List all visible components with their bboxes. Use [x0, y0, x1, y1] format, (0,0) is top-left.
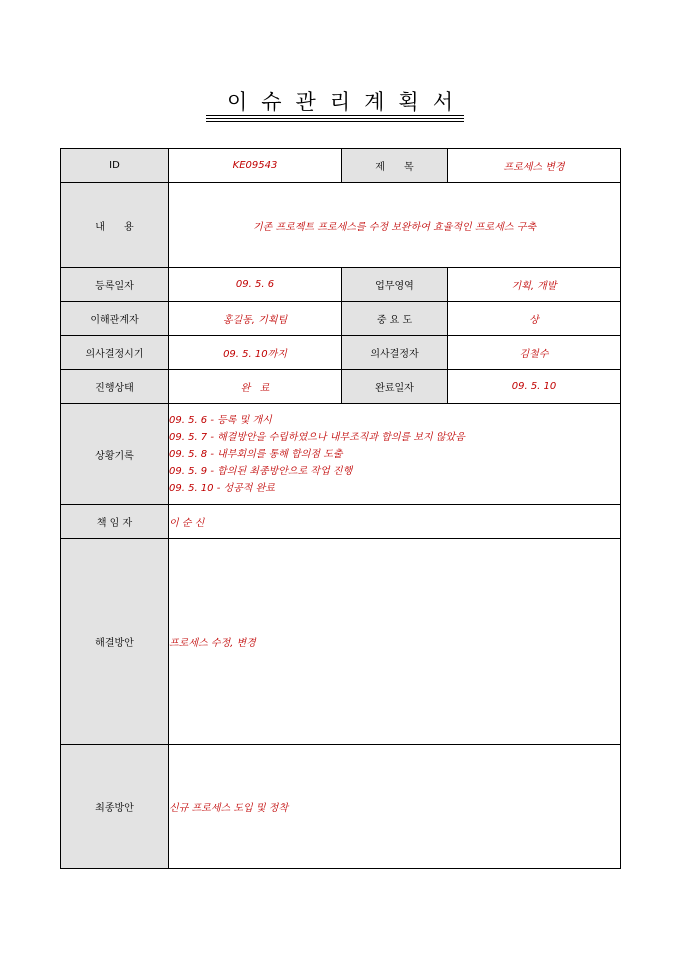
title-underline — [206, 115, 464, 116]
row-progress — [61, 370, 621, 404]
label-importance: 중 요 도 — [342, 302, 448, 336]
value-status-log — [169, 404, 621, 505]
value-stakeholders: 홍길동, 기획팀 — [169, 302, 342, 336]
status-log-entry: 09. 5. 8 - 내부회의를 통해 합의점 도출 — [169, 448, 343, 460]
value-subject: 프로세스 변경 — [448, 149, 621, 183]
value-decision-deadline: 09. 5. 10까지 — [169, 336, 342, 370]
value-final-plan: 신규 프로세스 도입 및 정착 — [169, 745, 621, 869]
row-final-plan — [61, 745, 621, 869]
value-content: 기존 프로젝트 프로세스를 수정 보완하여 효율적인 프로세스 구축 — [169, 183, 621, 268]
label-final-plan: 최종방안 — [61, 745, 169, 869]
document-title: 이슈관리계획서 — [226, 90, 467, 114]
label-id: ID — [61, 149, 169, 183]
row-stakeholders-importance — [61, 302, 621, 336]
value-registered-date: 09. 5. 6 — [169, 268, 342, 302]
status-log-entry: 09. 5. 6 - 등록 및 개시 — [169, 414, 272, 426]
row-content — [61, 183, 621, 268]
value-business-area: 기획, 개발 — [448, 268, 621, 302]
value-owner: 이 순 신 — [169, 505, 621, 539]
value-progress-status: 완 료 — [169, 370, 342, 404]
row-owner — [61, 505, 621, 539]
label-completion-date: 완료일자 — [342, 370, 448, 404]
label-subject: 제 목 — [342, 149, 448, 183]
label-registered-date: 등록일자 — [61, 268, 169, 302]
label-decision-deadline: 의사결정시기 — [61, 336, 169, 370]
row-registered-area — [61, 268, 621, 302]
value-decision-maker: 김철수 — [448, 336, 621, 370]
status-log-entry: 09. 5. 10 - 성공적 완료 — [169, 482, 275, 494]
label-owner: 책 임 자 — [61, 505, 169, 539]
issue-form-table — [60, 148, 621, 869]
label-content: 내 용 — [61, 183, 169, 268]
row-solution — [61, 539, 621, 745]
value-importance: 상 — [448, 302, 621, 336]
value-id: KE09543 — [169, 149, 342, 183]
label-business-area: 업무영역 — [342, 268, 448, 302]
label-status-log: 상황기록 — [61, 404, 169, 505]
label-decision-maker: 의사결정자 — [342, 336, 448, 370]
label-progress-status: 진행상태 — [61, 370, 169, 404]
value-completion-date: 09. 5. 10 — [448, 370, 621, 404]
title-underline — [206, 121, 464, 122]
label-stakeholders: 이해관계자 — [61, 302, 169, 336]
status-log-entry: 09. 5. 7 - 해결방안을 수립하였으나 내부조직과 합의를 보지 않았음 — [169, 431, 465, 443]
row-decision — [61, 336, 621, 370]
value-solution: 프로세스 수정, 변경 — [169, 539, 621, 745]
label-solution: 해결방안 — [61, 539, 169, 745]
row-status-log — [61, 404, 621, 505]
title-underline — [206, 118, 464, 119]
row-id-subject — [61, 149, 621, 183]
status-log-entry: 09. 5. 9 - 합의된 최종방안으로 작업 진행 — [169, 465, 353, 477]
